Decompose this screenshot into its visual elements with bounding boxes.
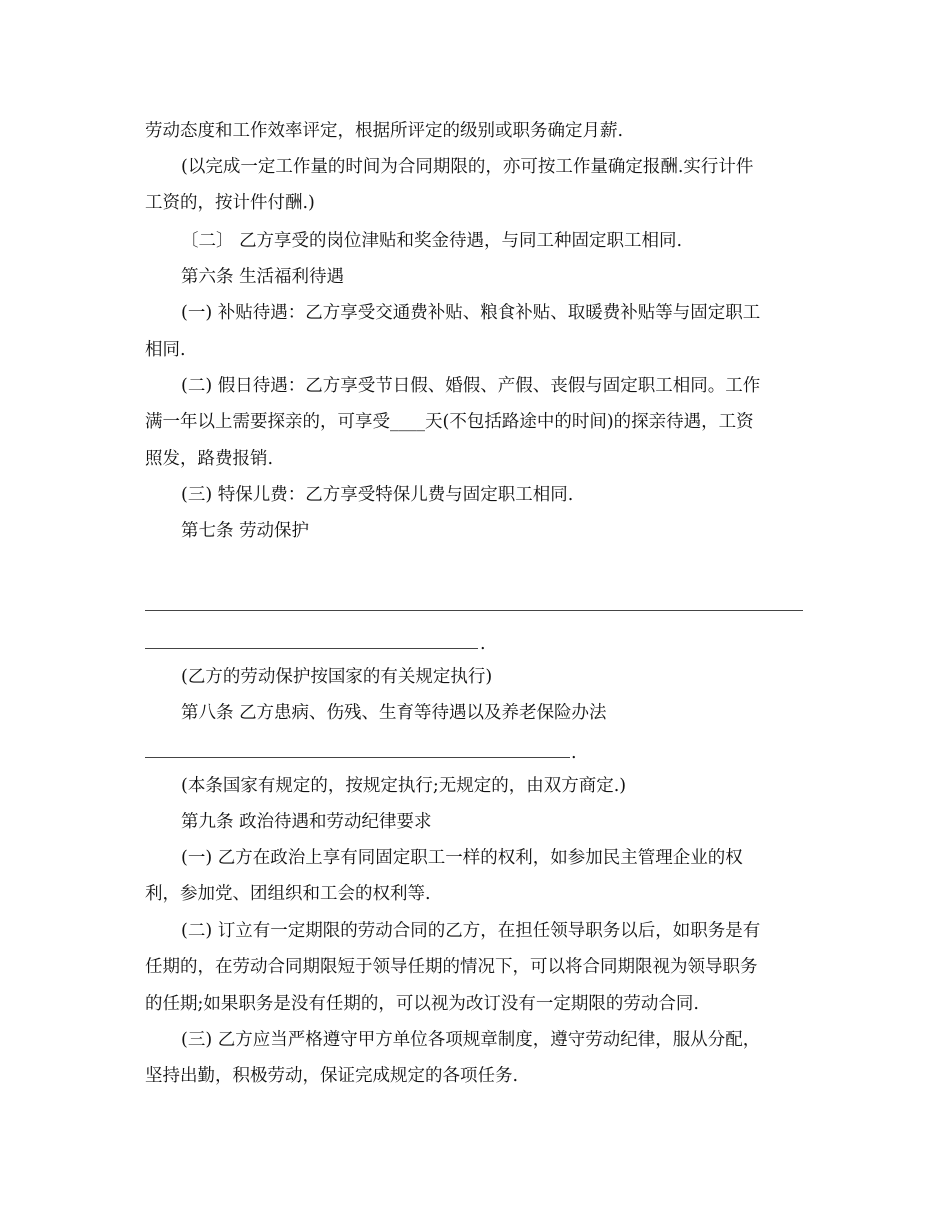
text-line: (一) 补贴待遇：乙方享受交通费补贴、粮食补贴、取暖费补贴等与固定职工 (181, 303, 761, 323)
text-line: (本条国家有规定的，按规定执行;无规定的，由双方商定.) (181, 776, 627, 796)
text-line: (三) 乙方应当严格遵守甲方单位各项规章制度，遵守劳动纪律，服从分配， (181, 1030, 761, 1050)
section-heading: 第八条 乙方患病、伤残、生育等待遇以及养老保险办法 (181, 703, 607, 723)
text-line: 任期的，在劳动合同期限短于领导任期的情况下，可以将合同期限视为领导职务 (145, 957, 758, 977)
blank-fill-line (145, 648, 478, 649)
text-line: . (480, 634, 486, 654)
text-line: (二) 订立有一定期限的劳动合同的乙方，在担任领导职务以后，如职务是有 (181, 921, 761, 941)
text-line: 工资的，按计件付酬.) (145, 193, 315, 213)
text-line: 坚持出勤，积极劳动，保证完成规定的各项任务. (145, 1066, 519, 1086)
text-line: 相同. (145, 340, 186, 360)
text-line: 〔二〕 乙方享受的岗位津贴和奖金待遇，与同工种固定职工相同. (181, 231, 683, 251)
text-line: 的任期;如果职务是没有任期的，可以视为改订没有一定期限的劳动合同. (145, 994, 699, 1014)
text-line: (乙方的劳动保护按国家的有关规定执行) (181, 667, 493, 687)
text-line: (一) 乙方在政治上享有同固定职工一样的权利，如参加民主管理企业的权 (181, 848, 743, 868)
blank-fill-line (145, 610, 803, 611)
text-line: . (571, 743, 577, 763)
text-line: (三) 特保儿费：乙方享受特保儿费与固定职工相同. (181, 485, 574, 505)
text-line: (二) 假日待遇：乙方享受节日假、婚假、产假、丧假与固定职工相同。工作 (181, 376, 761, 396)
blank-fill-line (145, 757, 570, 758)
text-line: 劳动态度和工作效率评定，根据所评定的级别或职务确定月薪. (145, 121, 624, 141)
text-line: (以完成一定工作量的时间为合同期限的，亦可按工作量确定报酬.实行计件 (181, 157, 754, 177)
text-line: 满一年以上需要探亲的，可享受____天(不包括路途中的时间)的探亲待遇，工资 (145, 412, 754, 432)
text-line: 照发，路费报销. (145, 449, 274, 469)
section-heading: 第七条 劳动保护 (181, 521, 310, 541)
text-line: 利，参加党、团组织和工会的权利等. (145, 884, 431, 904)
section-heading: 第九条 政治待遇和劳动纪律要求 (181, 812, 432, 832)
section-heading: 第六条 生活福利待遇 (181, 267, 345, 287)
